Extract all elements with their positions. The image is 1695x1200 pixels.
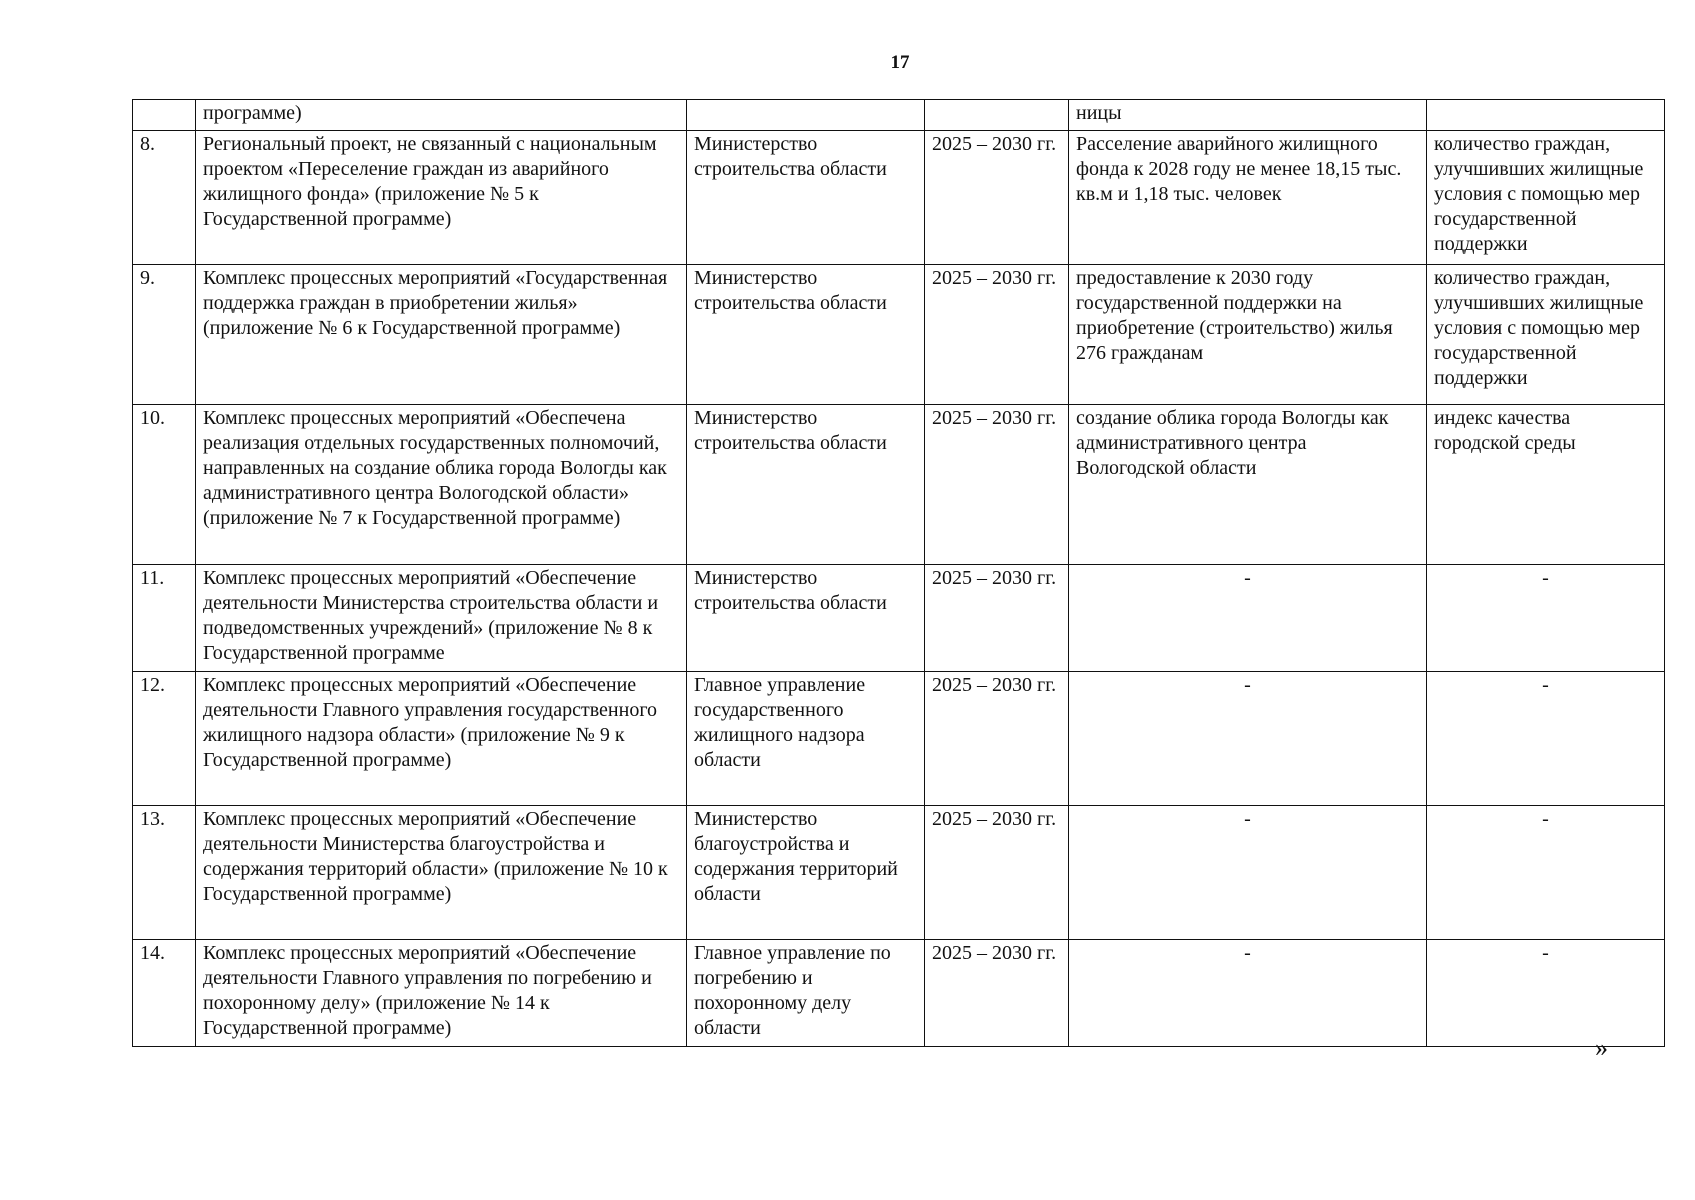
related-indicator: - bbox=[1427, 940, 1665, 1047]
responsible-executor: Министерство строительства области bbox=[687, 265, 925, 405]
responsible-executor: Министерство строительства области bbox=[687, 131, 925, 265]
expected-result: создание облика города Вологды как административного центра Вологодской области bbox=[1069, 405, 1427, 565]
event-name: Комплекс процессных мероприятий «Обеспечение деятельности Министерства строительства области и подведомственных учреждений» (приложение № 8 к Государственной программе bbox=[196, 565, 687, 672]
event-name: Комплекс процессных мероприятий «Государственная поддержка граждан в приобретении жилья» (приложение № 6 к Государственной программе) bbox=[196, 265, 687, 405]
table-row-continuation bbox=[133, 100, 1665, 131]
implementation-period: 2025 – 2030 гг. bbox=[925, 565, 1069, 672]
row-number: 8. bbox=[133, 131, 196, 265]
implementation-period: 2025 – 2030 гг. bbox=[925, 265, 1069, 405]
responsible-executor: Главное управление государственного жилищного надзора области bbox=[687, 672, 925, 806]
related-indicator: - bbox=[1427, 806, 1665, 940]
related-indicator: количество граждан, улучшивших жилищные условия с помощью мер государственной поддержки bbox=[1427, 265, 1665, 405]
row-number: 13. bbox=[133, 806, 196, 940]
event-name: Комплекс процессных мероприятий «Обеспечение деятельности Министерства благоустройства и содержания территорий области» (приложение № 10 к Государственной программе) bbox=[196, 806, 687, 940]
related-indicator bbox=[1427, 100, 1665, 131]
implementation-period: 2025 – 2030 гг. bbox=[925, 131, 1069, 265]
implementation-period: 2025 – 2030 гг. bbox=[925, 405, 1069, 565]
table-row bbox=[133, 565, 1665, 672]
page-number: 17 bbox=[890, 52, 910, 73]
program-table bbox=[132, 99, 1665, 1047]
implementation-period bbox=[925, 100, 1069, 131]
expected-result: - bbox=[1069, 806, 1427, 940]
closing-quote: » bbox=[1595, 1033, 1608, 1062]
row-number: 12. bbox=[133, 672, 196, 806]
responsible-executor: Министерство благоустройства и содержания территорий области bbox=[687, 806, 925, 940]
table-row bbox=[133, 131, 1665, 265]
row-number: 9. bbox=[133, 265, 196, 405]
related-indicator: - bbox=[1427, 672, 1665, 806]
event-name: Комплекс процессных мероприятий «Обеспечена реализация отдельных государственных полномочий, направленных на создание облика города Вологды как административного центра Вологодской области» (приложение № 7 к Государственной программе) bbox=[196, 405, 687, 565]
responsible-executor: Министерство строительства области bbox=[687, 565, 925, 672]
responsible-executor: Министерство строительства области bbox=[687, 405, 925, 565]
implementation-period: 2025 – 2030 гг. bbox=[925, 806, 1069, 940]
table-row bbox=[133, 405, 1665, 565]
event-name: Комплекс процессных мероприятий «Обеспечение деятельности Главного управления государственного жилищного надзора области» (приложение № 9 к Государственной программе) bbox=[196, 672, 687, 806]
implementation-period: 2025 – 2030 гг. bbox=[925, 672, 1069, 806]
event-name: Комплекс процессных мероприятий «Обеспечение деятельности Главного управления по погребению и похоронному делу» (приложение № 14 к Государственной программе) bbox=[196, 940, 687, 1047]
related-indicator: индекс качества городской среды bbox=[1427, 405, 1665, 565]
expected-result: - bbox=[1069, 940, 1427, 1047]
expected-result: - bbox=[1069, 565, 1427, 672]
event-name: программе) bbox=[196, 100, 687, 131]
related-indicator: - bbox=[1427, 565, 1665, 672]
row-number: 11. bbox=[133, 565, 196, 672]
responsible-executor: Главное управление по погребению и похоронному делу области bbox=[687, 940, 925, 1047]
expected-result: предоставление к 2030 году государственной поддержки на приобретение (строительство) жилья 276 гражданам bbox=[1069, 265, 1427, 405]
responsible-executor bbox=[687, 100, 925, 131]
table-row bbox=[133, 940, 1665, 1047]
row-number: 14. bbox=[133, 940, 196, 1047]
expected-result: ницы bbox=[1069, 100, 1427, 131]
expected-result: Расселение аварийного жилищного фонда к 2028 году не менее 18,15 тыс. кв.м и 1,18 тыс. человек bbox=[1069, 131, 1427, 265]
expected-result: - bbox=[1069, 672, 1427, 806]
table-row bbox=[133, 672, 1665, 806]
table-row bbox=[133, 806, 1665, 940]
implementation-period: 2025 – 2030 гг. bbox=[925, 940, 1069, 1047]
row-number: 10. bbox=[133, 405, 196, 565]
row-number bbox=[133, 100, 196, 131]
event-name: Региональный проект, не связанный с национальным проектом «Переселение граждан из аварийного жилищного фонда» (приложение № 5 к Государственной программе) bbox=[196, 131, 687, 265]
related-indicator: количество граждан, улучшивших жилищные условия с помощью мер государственной поддержки bbox=[1427, 131, 1665, 265]
table-row bbox=[133, 265, 1665, 405]
